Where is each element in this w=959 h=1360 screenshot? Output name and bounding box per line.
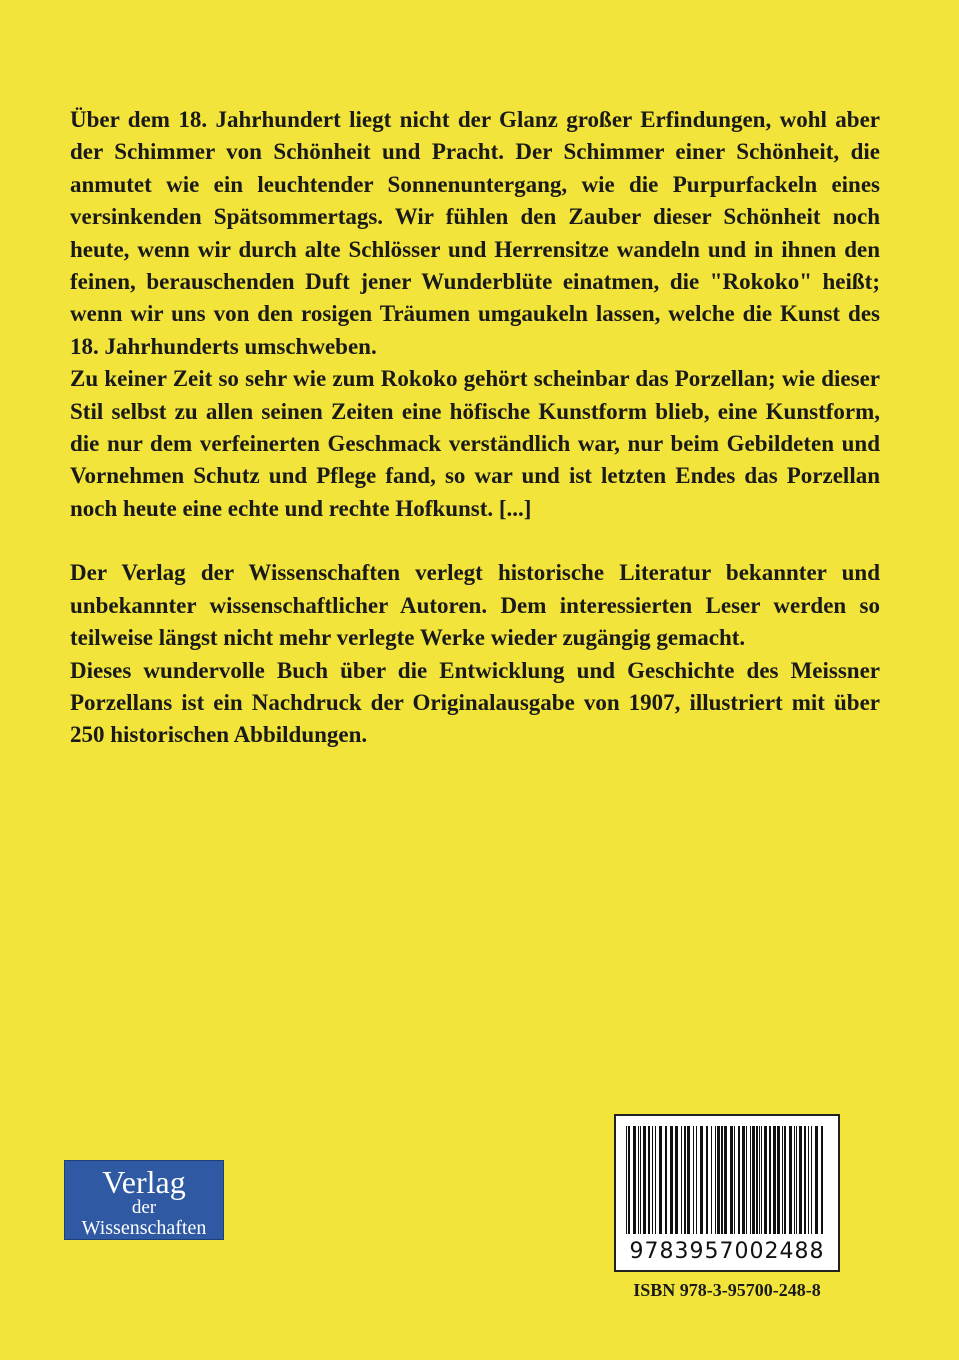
barcode-bar bbox=[670, 1126, 673, 1234]
barcode-number: 9783957002488 bbox=[629, 1239, 825, 1264]
barcode-bar bbox=[724, 1126, 727, 1234]
barcode-bar bbox=[808, 1126, 809, 1234]
barcode-bar bbox=[738, 1126, 740, 1234]
barcode-bar bbox=[640, 1126, 641, 1234]
paragraph-1: Über dem 18. Jahrhundert liegt nicht der Glanz großer Erfindungen, wohl aber der Schimmer von Schönheit und Pracht. Der Schimmer einer Schönheit, die anmutet wie ein leuchtender Sonnenuntergang, wie die Purpurfackeln eines versinkenden Spätsommertags. Wir fühlen den Zauber dieser Schönheit noch heute, wenn wir durch alte Schlösser und Herrensitze wandeln und in ihnen den feinen, berauschenden Duft jener Wunderblüte einatmen, die "Rokoko" heißt; wenn wir uns von den rosigen Träumen umgaukeln lassen, welche die Kunst des 18. Jahrhunderts umschweben. bbox=[70, 107, 880, 359]
barcode-bar bbox=[789, 1126, 792, 1234]
back-cover-text bbox=[70, 104, 880, 752]
barcode-bar bbox=[769, 1126, 771, 1234]
barcode-bar bbox=[628, 1126, 630, 1234]
barcode-bar bbox=[794, 1126, 795, 1234]
barcode-bar bbox=[746, 1126, 747, 1234]
barcode-bar bbox=[684, 1126, 686, 1234]
barcode-bar bbox=[626, 1126, 627, 1234]
barcode-bar bbox=[665, 1126, 667, 1234]
barcode-bar bbox=[752, 1126, 755, 1234]
barcode-bar bbox=[633, 1126, 636, 1234]
barcode-bar bbox=[730, 1126, 733, 1234]
barcode-bar bbox=[764, 1126, 767, 1234]
barcode-bar bbox=[734, 1126, 735, 1234]
barcode-bar bbox=[696, 1126, 697, 1234]
barcode-bar bbox=[804, 1126, 806, 1234]
logo-line-verlag: Verlag bbox=[102, 1164, 186, 1200]
barcode-bar bbox=[761, 1126, 762, 1234]
barcode bbox=[614, 1114, 840, 1272]
barcode-bar bbox=[715, 1126, 716, 1234]
barcode-bar bbox=[652, 1126, 653, 1234]
publisher-logo bbox=[64, 1160, 224, 1240]
barcode-bar bbox=[643, 1126, 646, 1234]
paragraph-2: Zu keiner Zeit so sehr wie zum Rokoko gehört scheinbar das Porzellan; wie dieser Stil selbst zu allen seinen Zeiten eine höfische Kunstform blieb, eine Kunstform, die nur dem verfeinerten Geschmack verständlich war, nur beim Gebildeten und Vornehmen Schutz und Pflege fand, so war und ist letzten Endes das Porzellan noch heute eine echte und rechte Hofkunst. [...] bbox=[70, 366, 880, 521]
barcode-bar bbox=[811, 1126, 812, 1234]
barcode-bar bbox=[687, 1126, 690, 1234]
barcode-bar bbox=[821, 1126, 823, 1234]
barcode-bar bbox=[742, 1126, 745, 1234]
barcode-bar bbox=[784, 1126, 786, 1234]
barcode-bar bbox=[648, 1126, 650, 1234]
barcode-bar bbox=[711, 1126, 712, 1234]
barcode-bar bbox=[756, 1126, 758, 1234]
barcode-bar bbox=[700, 1126, 703, 1234]
barcode-bar bbox=[759, 1126, 760, 1234]
isbn-label: ISBN 978-3-95700-248-8 bbox=[633, 1280, 821, 1300]
barcode-bar bbox=[693, 1126, 694, 1234]
paragraph-4: Dieses wundervolle Buch über die Entwicklung und Geschichte des Meissner Porzellans ist ein Nachdruck der Originalausgabe von 1907, illustriert mit über 250 historischen Abbildungen. bbox=[70, 657, 880, 748]
barcode-bar bbox=[659, 1126, 662, 1234]
barcode-bar bbox=[782, 1126, 783, 1234]
barcode-bar bbox=[717, 1126, 720, 1234]
barcode-bar bbox=[655, 1126, 656, 1234]
barcode-bar bbox=[796, 1126, 797, 1234]
barcode-bar bbox=[750, 1126, 751, 1234]
spacer bbox=[70, 525, 880, 557]
barcode-bars bbox=[624, 1126, 830, 1234]
logo-line-der: der bbox=[131, 1197, 157, 1218]
logo-line-wissenschaften: Wissenschaften bbox=[81, 1217, 207, 1239]
barcode-bar bbox=[675, 1126, 678, 1234]
barcode-bar bbox=[799, 1126, 802, 1234]
barcode-bar bbox=[638, 1126, 639, 1234]
barcode-bar bbox=[721, 1126, 723, 1234]
paragraph-3: Der Verlag der Wissenschaften verlegt historische Literatur bekannter und unbekannter wissenschaftlicher Autoren. Dem interessierten Leser werden so teilweise längst nicht mehr verlegte Werke wieder zugängig gemacht. bbox=[70, 560, 880, 651]
barcode-bar bbox=[777, 1126, 780, 1234]
barcode-bar bbox=[773, 1126, 776, 1234]
barcode-bar bbox=[815, 1126, 818, 1234]
barcode-bar bbox=[681, 1126, 682, 1234]
barcode-bar bbox=[706, 1126, 708, 1234]
